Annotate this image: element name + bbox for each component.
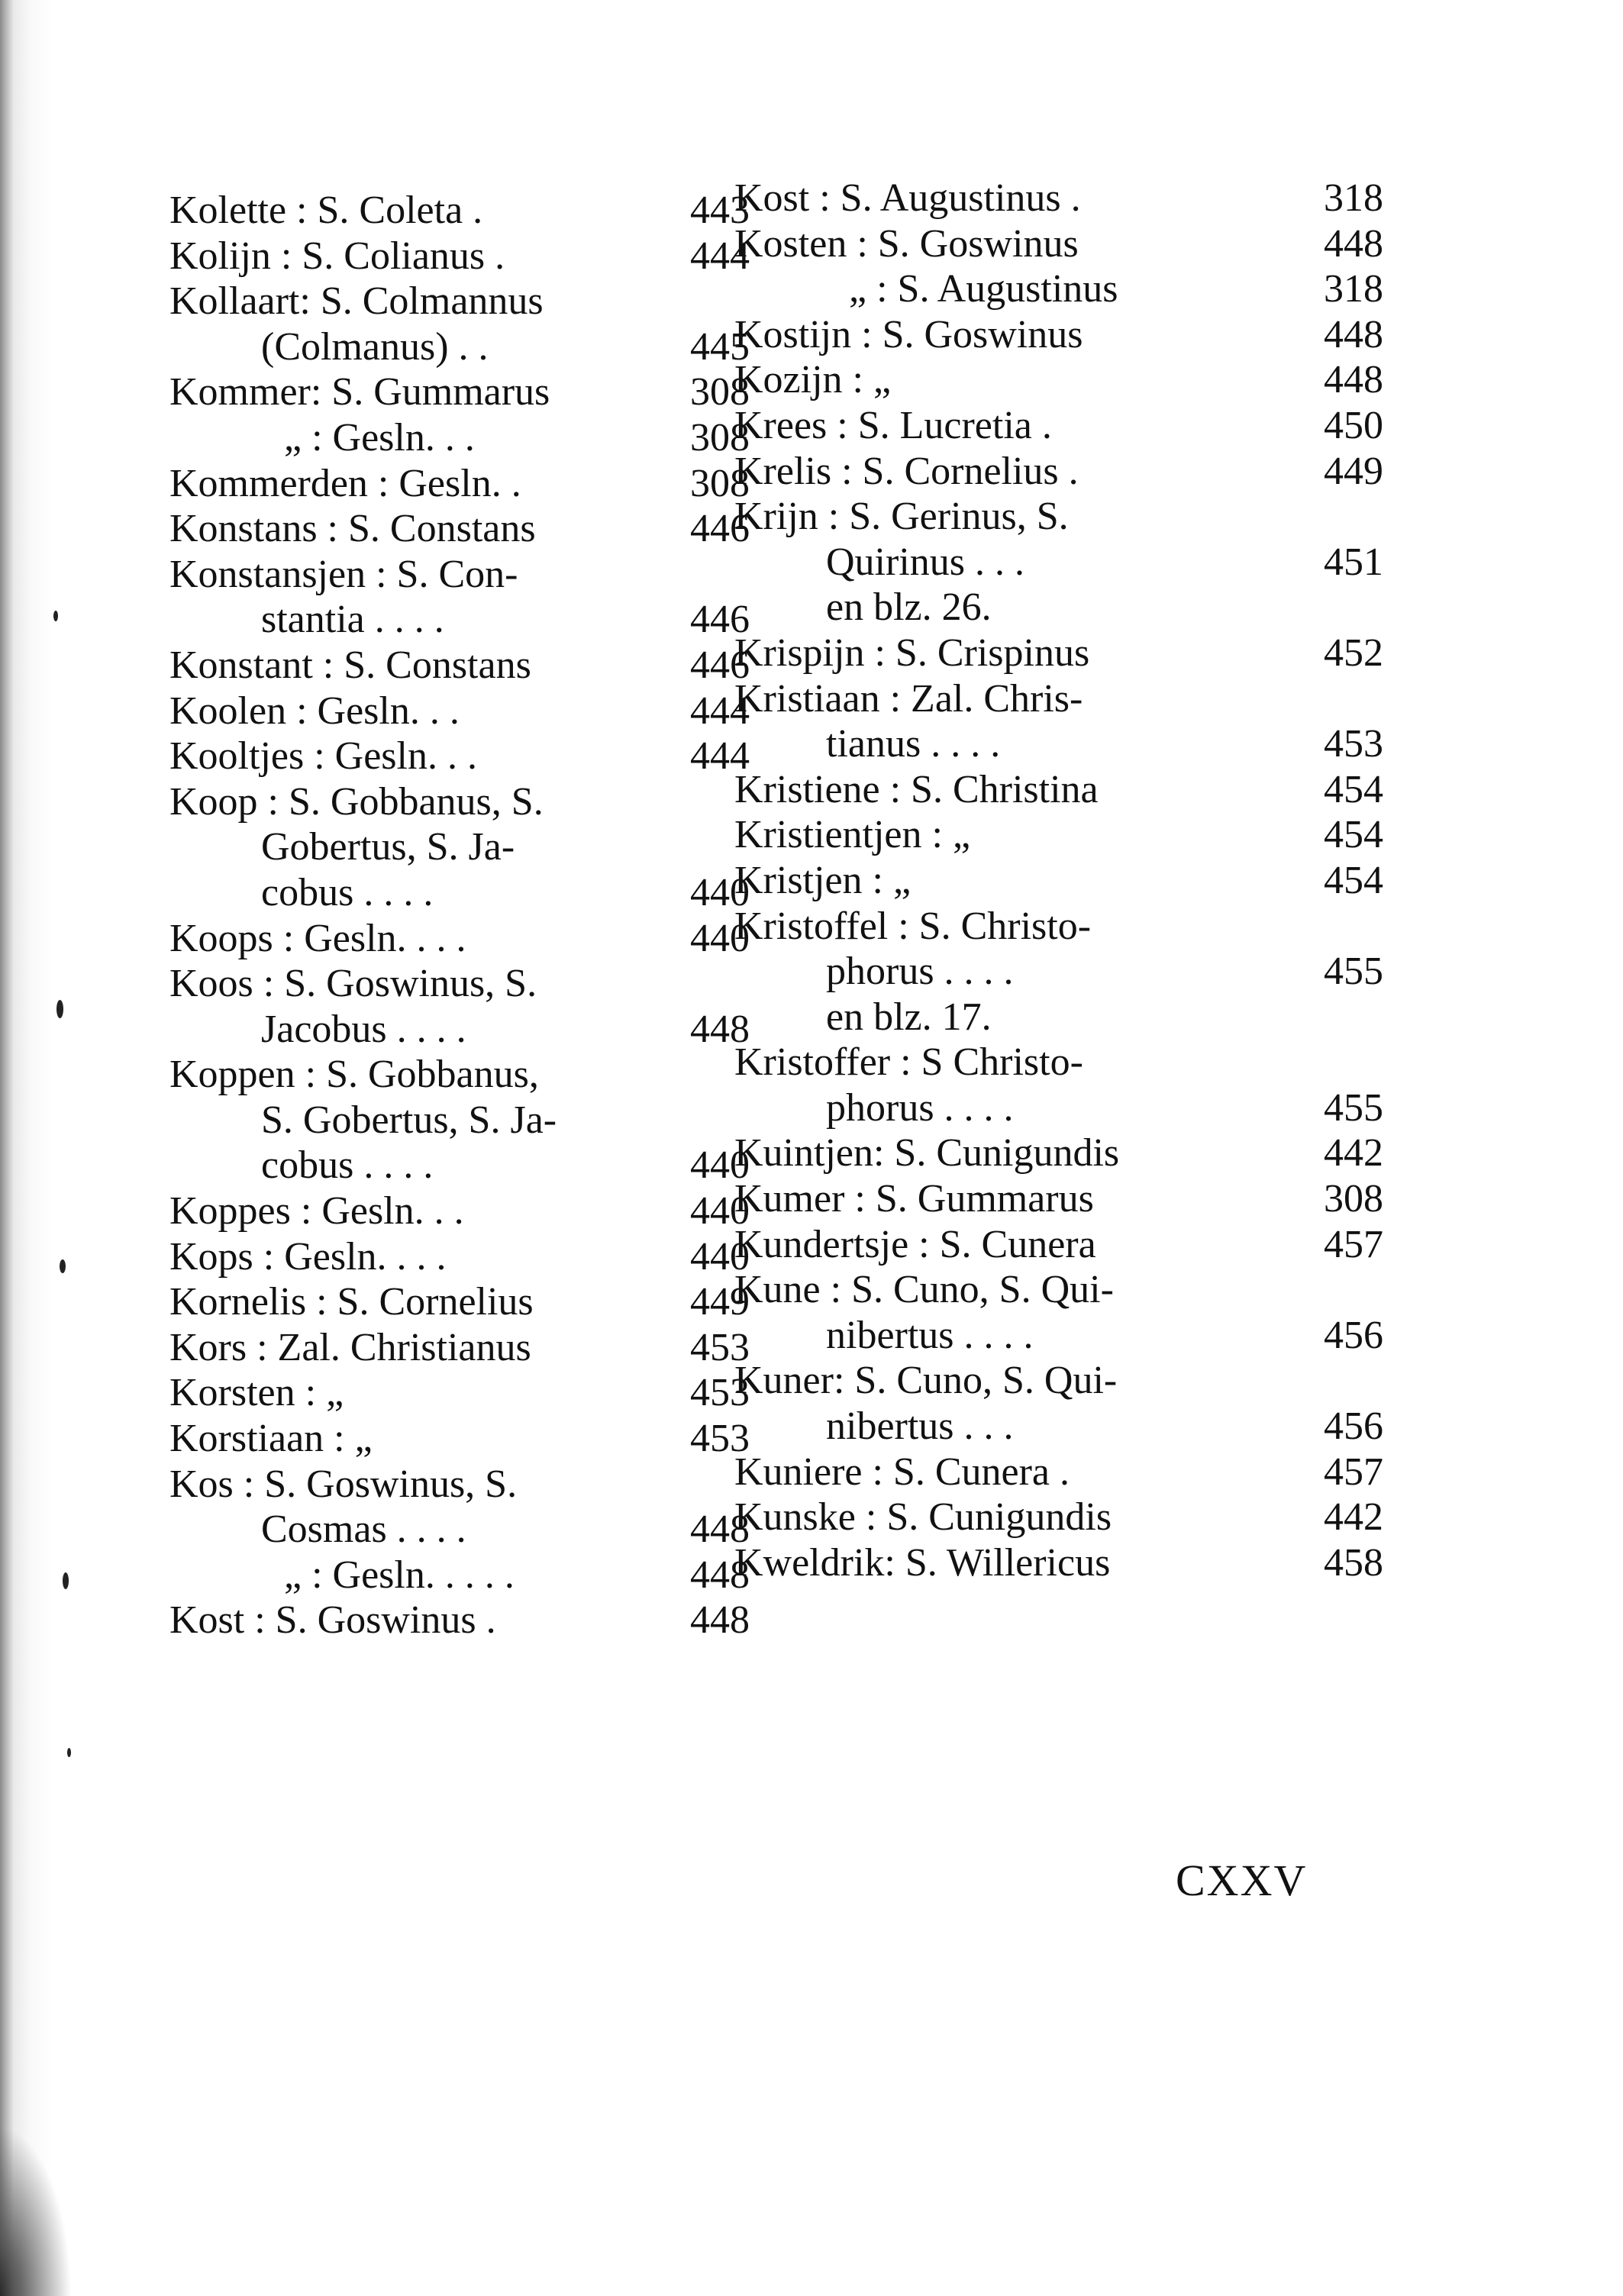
index-entry-text: nibertus . . . — [826, 1404, 1014, 1449]
index-entry — [169, 324, 750, 370]
index-entry-text: „ : Gesln. . . — [284, 415, 475, 460]
index-entry-text: „ : Gesln. . . . . — [284, 1553, 515, 1597]
index-entry — [734, 858, 1383, 904]
index-entry-text: Korsten : „ — [169, 1371, 344, 1415]
index-entry — [734, 176, 1383, 221]
index-entry-text: Kooltjes : Gesln. . . — [169, 734, 477, 779]
index-entry-page: 442 — [1324, 1131, 1383, 1175]
index-entry-text: Kristoffel : S. Christo- — [734, 904, 1092, 948]
index-entry-page: 452 — [1324, 630, 1383, 675]
index-entry — [734, 312, 1383, 358]
index-entry — [169, 279, 734, 324]
index-entry-text: phorus . . . . — [826, 1085, 1014, 1130]
index-entry — [169, 824, 734, 870]
index-entry-text: Korstiaan : „ — [169, 1417, 373, 1461]
index-entry-text: Krispijn : S. Crispinus — [734, 630, 1090, 675]
index-column-right — [734, 176, 1383, 1585]
index-entry-text: Kristiaan : Zal. Chris- — [734, 676, 1083, 721]
index-entry — [734, 1358, 1299, 1404]
index-entry — [169, 870, 750, 916]
index-entry-text: Kweldrik: S. Willericus — [734, 1540, 1111, 1585]
index-entry — [734, 449, 1383, 495]
index-entry — [734, 221, 1383, 267]
index-entry-text: Koolen : Gesln. . . — [169, 688, 460, 733]
index-entry — [734, 585, 1299, 630]
index-entry — [169, 1325, 750, 1371]
index-entry-text: cobus . . . . — [261, 870, 434, 914]
index-entry-page: 318 — [1324, 267, 1383, 311]
index-entry-page: 448 — [690, 1553, 750, 1597]
index-entry-text: S. Gobertus, S. Ja- — [261, 1098, 557, 1142]
index-entry-page: 449 — [690, 1280, 750, 1324]
index-entry-text: Kollaart: S. Colmannus — [169, 279, 544, 324]
index-entry-page: 448 — [690, 1007, 750, 1051]
index-entry-text: Kosten : S. Goswinus — [734, 221, 1079, 266]
index-entry — [734, 1267, 1299, 1313]
index-entry-text: Konstant : S. Constans — [169, 643, 531, 687]
index-entry-text: Kommerden : Gesln. . — [169, 461, 521, 505]
index-entry-page: 440 — [690, 870, 750, 914]
index-entry-text: Krees : S. Lucretia . — [734, 403, 1052, 447]
index-entry-page: 440 — [690, 1234, 750, 1279]
index-entry — [734, 1085, 1383, 1131]
index-entry-page: 444 — [690, 688, 750, 733]
index-entry — [734, 403, 1383, 449]
page-number: CXXV — [1176, 1856, 1308, 1905]
index-entry — [169, 369, 750, 415]
index-entry — [169, 1007, 750, 1053]
index-entry — [169, 1052, 734, 1098]
index-entry — [734, 630, 1383, 676]
index-entry-text: Kost : S. Goswinus . — [169, 1598, 496, 1643]
index-entry-text: nibertus . . . . — [826, 1313, 1034, 1357]
index-entry-text: Kuintjen: S. Cunigundis — [734, 1131, 1120, 1175]
index-entry-page: 455 — [1324, 950, 1383, 994]
index-entry-text: Kristjen : „ — [734, 858, 912, 902]
index-entry-text: Kozijn : „ — [734, 358, 892, 402]
scan-speck — [53, 611, 58, 621]
index-entry-page: 308 — [690, 415, 750, 460]
index-entry-text: Kolijn : S. Colianus . — [169, 234, 505, 278]
index-entry-text: Kristiene : S. Christina — [734, 767, 1099, 811]
index-entry-page: 318 — [1324, 176, 1383, 220]
index-entry-text: Kors : Zal. Christianus — [169, 1325, 531, 1369]
index-entry-page: 454 — [1324, 858, 1383, 902]
index-entry-page: 445 — [690, 324, 750, 369]
index-entry — [734, 1404, 1383, 1450]
index-entry — [169, 1416, 750, 1462]
index-entry — [734, 721, 1383, 767]
index-entry-page: 446 — [690, 643, 750, 687]
index-entry — [169, 1234, 750, 1280]
scan-shadow-left — [0, 0, 53, 2296]
index-entry-text: Kuniere : S. Cunera . — [734, 1450, 1070, 1494]
index-entry-text: Kost : S. Augustinus . — [734, 176, 1081, 220]
index-entry — [734, 266, 1383, 312]
index-entry-page: 448 — [1324, 221, 1383, 266]
index-entry — [734, 357, 1383, 403]
scan-speck — [63, 1572, 69, 1589]
scan-speck — [56, 1000, 63, 1018]
index-entry — [734, 995, 1299, 1040]
index-entry-text: Kuner: S. Cuno, S. Qui- — [734, 1359, 1118, 1403]
index-entry-text: Koos : S. Goswinus, S. — [169, 962, 537, 1006]
index-entry-page: 457 — [1324, 1450, 1383, 1494]
index-entry-text: Koppes : Gesln. . . — [169, 1189, 464, 1233]
index-entry-page: 449 — [1324, 449, 1383, 493]
index-entry — [734, 1450, 1383, 1495]
index-entry — [169, 234, 750, 279]
index-entry-text: Kumer : S. Gummarus — [734, 1177, 1094, 1221]
index-entry-text: Quirinus . . . — [826, 540, 1024, 584]
index-entry-page: 453 — [690, 1371, 750, 1415]
index-entry-page: 442 — [1324, 1495, 1383, 1540]
index-entry — [734, 1040, 1299, 1085]
scan-speck — [60, 1259, 66, 1273]
index-entry-text: Koops : Gesln. . . . — [169, 916, 466, 960]
index-entry-page: 454 — [1324, 813, 1383, 857]
index-entry — [169, 552, 734, 598]
index-entry-page: 450 — [1324, 403, 1383, 447]
index-entry-page: 454 — [1324, 767, 1383, 811]
index-entry-text: Jacobus . . . . — [261, 1007, 466, 1051]
index-entry-page: 446 — [690, 507, 750, 551]
index-entry — [169, 1598, 750, 1643]
index-entry — [734, 1176, 1383, 1222]
index-entry-text: en blz. 17. — [826, 995, 992, 1039]
index-entry — [169, 188, 750, 234]
index-entry-page: 457 — [1324, 1222, 1383, 1266]
index-entry — [734, 540, 1383, 585]
index-entry-text: phorus . . . . — [826, 950, 1014, 994]
index-entry-text: Kune : S. Cuno, S. Qui- — [734, 1268, 1114, 1312]
index-entry-text: Kolette : S. Coleta . — [169, 189, 483, 232]
index-entry-text: Kostijn : S. Goswinus — [734, 312, 1083, 356]
index-entry — [169, 1098, 734, 1143]
index-entry-text: Kops : Gesln. . . . — [169, 1234, 447, 1279]
index-entry — [169, 1279, 750, 1325]
index-entry — [169, 597, 750, 643]
index-entry-text: stantia . . . . — [261, 598, 444, 642]
index-entry-page: 451 — [1324, 540, 1383, 584]
index-entry-page: 444 — [690, 734, 750, 779]
index-entry-text: tianus . . . . — [826, 722, 1001, 766]
index-entry-page: 308 — [1324, 1177, 1383, 1221]
index-entry-page: 440 — [690, 1143, 750, 1188]
index-entry-page: 455 — [1324, 1085, 1383, 1130]
index-entry-page: 448 — [690, 1598, 750, 1643]
index-entry-page: 308 — [690, 461, 750, 505]
index-entry-page: 444 — [690, 234, 750, 278]
index-entry — [169, 1143, 750, 1188]
index-entry — [734, 812, 1383, 858]
index-entry — [169, 1507, 750, 1553]
index-entry — [734, 494, 1299, 540]
index-entry-text: Kommer: S. Gummarus — [169, 370, 550, 414]
index-entry — [169, 779, 734, 825]
index-entry — [169, 688, 750, 734]
index-entry-text: Koppen : S. Gobbanus, — [169, 1053, 539, 1097]
index-entry — [169, 461, 750, 507]
index-entry-text: Konstans : S. Constans — [169, 507, 536, 551]
index-entry-text: „ : S. Augustinus — [849, 267, 1118, 311]
index-entry-page: 443 — [690, 189, 750, 232]
index-entry — [734, 1222, 1383, 1268]
index-column-left — [169, 188, 750, 1643]
index-entry — [734, 676, 1299, 722]
index-entry — [169, 506, 750, 552]
index-entry — [169, 916, 750, 962]
index-entry — [169, 1553, 750, 1598]
index-entry — [169, 1188, 750, 1234]
index-entry — [734, 1313, 1383, 1359]
index-entry-text: Kristientjen : „ — [734, 813, 971, 857]
index-entry-text: Konstansjen : S. Con- — [169, 552, 518, 596]
index-entry — [734, 767, 1383, 813]
scan-speck — [67, 1748, 71, 1757]
index-entry-page: 453 — [690, 1417, 750, 1461]
index-entry — [169, 1370, 750, 1416]
index-entry-text: en blz. 26. — [826, 585, 992, 630]
index-entry — [734, 949, 1383, 995]
index-entry-page: 440 — [690, 916, 750, 960]
index-entry-text: Kos : S. Goswinus, S. — [169, 1462, 518, 1506]
index-entry-text: (Colmanus) . . — [261, 324, 489, 369]
index-entry-page: 456 — [1324, 1404, 1383, 1449]
index-entry-page: 453 — [690, 1325, 750, 1369]
index-entry — [734, 904, 1299, 950]
index-entry-text: Krijn : S. Gerinus, S. — [734, 495, 1069, 539]
index-entry — [169, 1462, 734, 1508]
index-entry-page: 448 — [1324, 312, 1383, 356]
index-entry-text: Kristoffer : S Christo- — [734, 1040, 1083, 1085]
index-entry-text: Koop : S. Gobbanus, S. — [169, 779, 544, 824]
index-entry — [734, 1130, 1383, 1176]
index-entry — [734, 1540, 1383, 1586]
index-entry-text: Cosmas . . . . — [261, 1508, 466, 1552]
index-entry-page: 448 — [1324, 358, 1383, 402]
index-entry-text: cobus . . . . — [261, 1143, 434, 1188]
index-entry-page: 453 — [1324, 722, 1383, 766]
index-entry-text: Kunske : S. Cunigundis — [734, 1495, 1112, 1540]
index-entry-text: Krelis : S. Cornelius . — [734, 449, 1079, 493]
index-entry — [169, 734, 750, 779]
index-entry — [734, 1495, 1383, 1540]
index-entry — [169, 415, 750, 461]
index-entry-page: 308 — [690, 370, 750, 414]
index-entry — [169, 961, 734, 1007]
index-entry-text: Gobertus, S. Ja- — [261, 825, 515, 869]
index-entry-text: Kundertsje : S. Cunera — [734, 1222, 1096, 1266]
index-entry-page: 446 — [690, 598, 750, 642]
scan-shadow-bottom-corner — [0, 2098, 84, 2296]
index-entry-page: 456 — [1324, 1313, 1383, 1357]
index-entry-page: 458 — [1324, 1540, 1383, 1585]
index-entry-page: 440 — [690, 1189, 750, 1233]
index-entry-text: Kornelis : S. Cornelius — [169, 1280, 534, 1324]
index-entry — [169, 643, 750, 688]
index-entry-page: 448 — [690, 1508, 750, 1552]
